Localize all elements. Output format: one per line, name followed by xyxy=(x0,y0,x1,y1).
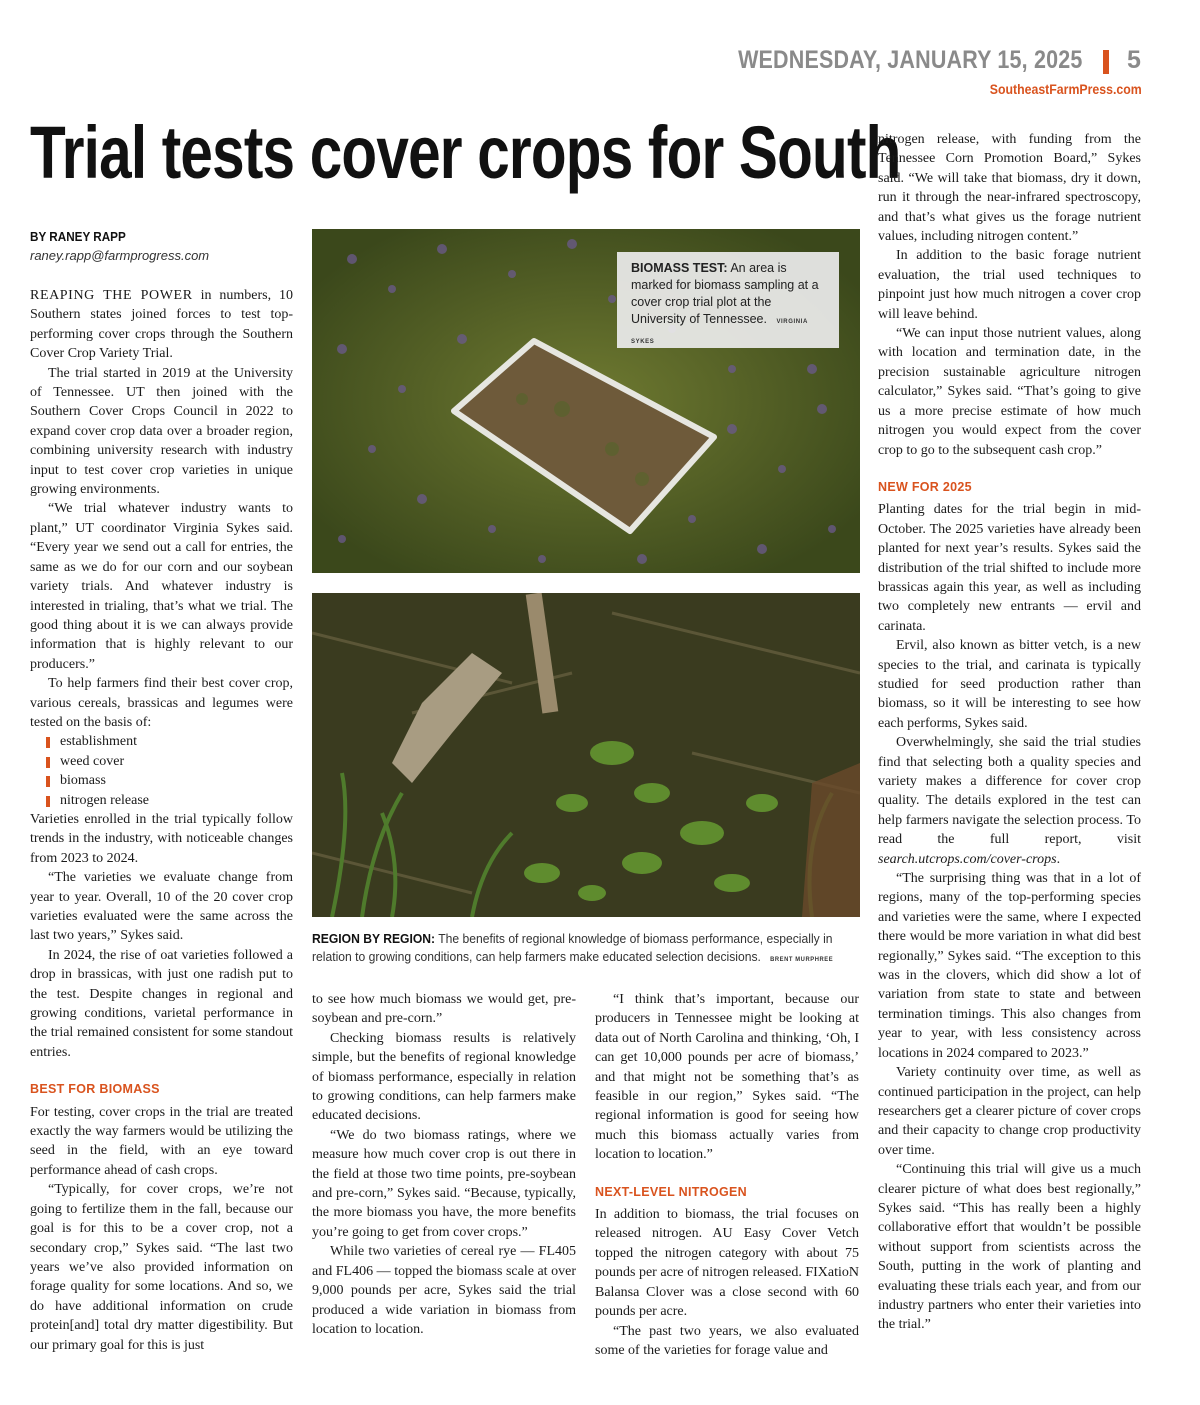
paragraph: In 2024, the rise of oat varieties followed a drop in brassicas, with just one radish put to the test. Despite changes in regional and growing conditions, varietal performance in the trial remained consistent for some standout entries. xyxy=(30,947,293,1060)
paragraph: “We do two biomass ratings, where we measure how much cover crop is out there in the field at those two time points, pre-soybean and pre-corn,” Sykes said. “Because, typically, the more biomass you have, the more benefits you’re going to get from cover crops.” xyxy=(312,1127,576,1240)
caption-text: The benefits of regional knowledge of biomass performance, especially in relation to growing conditions, can help farmers make educated selection decisions. xyxy=(312,932,833,964)
issue-date: WEDNESDAY, JANUARY 15, 2025 xyxy=(737,46,1082,74)
callout-title: BIOMASS TEST: xyxy=(631,261,728,275)
cover-crop-ground-illustration xyxy=(312,593,860,917)
report-link[interactable]: search.utcrops.com/cover-crops xyxy=(878,851,1057,867)
list-item-text: establishment xyxy=(60,734,137,750)
photo-callout-biomass-test xyxy=(617,252,839,348)
paragraph: to see how much biomass we would get, pre-soybean and pre-corn.” xyxy=(312,992,576,1027)
list-item xyxy=(46,771,293,790)
byline: BY RANEY RAPP xyxy=(30,229,126,244)
list-item-text: nitrogen release xyxy=(60,792,150,808)
page-number: 5 xyxy=(1127,46,1141,74)
article-column-3 xyxy=(595,990,859,1360)
site-name: SoutheastFarmPress.com xyxy=(989,81,1142,97)
paragraph: “The past two years, we also evaluated some of the varieties for forage value and xyxy=(595,1323,859,1358)
paragraph: While two varieties of cereal rye — FL405 and FL406 — topped the biomass scale at over 9,000 pounds per acre, Sykes said the trial produced a wide variation in biomass from location to location. xyxy=(312,1244,576,1337)
paragraph: The trial started in 2019 at the University of Tennessee. UT then joined with the Southern Cover Crops Council in 2022 to expand cover crop data over a broader region, combining university research with industry input to test cover crop varieties in unique growing environments. xyxy=(30,365,293,498)
list-item xyxy=(46,732,293,751)
paragraph: To help farmers find their best cover crop, various cereals, brassicas and legumes were tested on the basis of: xyxy=(30,676,293,730)
paragraph: Checking biomass results is relatively simple, but the benefits of regional knowledge of biomass performance, especially in relation to growing conditions, can help farmers make educated decisions. xyxy=(312,1030,576,1124)
article-column-1 xyxy=(30,286,293,1355)
list-item-text: biomass xyxy=(60,773,106,789)
paragraph: Varieties enrolled in the trial typically follow trends in the industry, with noticeable changes from 2023 to 2024. xyxy=(30,811,293,866)
paragraph: “We trial whatever industry wants to plant,” UT coordinator Virginia Sykes said. “Every year we send out a call for entries, the same as we do for our corn and our soybean variety trials. And whatever industry is interested in trialing, that’s what we trial. The good thing about it is we can always provide information that is highly relevant to our producers.” xyxy=(30,501,293,672)
bullet-marker xyxy=(46,757,50,768)
lead-paragraph xyxy=(30,286,293,364)
paragraph: For testing, cover crops in the trial are treated exactly the way farmers would be utilizing the seed in the field, with an eye toward performance ahead of cash crops. xyxy=(30,1104,293,1178)
list-item xyxy=(46,752,293,771)
headline: Trial tests cover crops for South xyxy=(30,111,901,194)
paragraph: “I think that’s important, because our producers in Tennessee might be looking at data out of North Carolina and thinking, ‘Oh, I can get 10,000 pounds per acre of biomass,’ and that might not be something that’s as feasible in our region,” Sykes said. “The regional information is good for seeing how much this biomass actually varies from location to location.” xyxy=(595,992,859,1163)
subhead-next-level-nitrogen: NEXT-LEVEL NITROGEN xyxy=(595,1184,748,1199)
caption-title: REGION BY REGION: xyxy=(312,932,436,946)
author-email: raney.rapp@farmprogress.com xyxy=(30,248,210,263)
list-item xyxy=(46,791,293,810)
photo-credit: VIRGINIA SYKES xyxy=(631,319,808,345)
paragraph: “The surprising thing was that in a lot of regions, many of the top-performing species and varieties were the same, where I expected there would be more variation in what did best regionally,” Sykes said. “The exception to this was in the clovers, which did show a lot of variation from state to state and between termination timings. This also changes from year to year, with less consistency across locations in 2024 compared to 2023.” xyxy=(878,871,1141,1061)
paragraph-text: Overwhelmingly, she said the trial studies find that selecting both a quality species and variety makes a difference for cover crop quality. The details explored in the test can help farmers navigate the selection process. To read the full report, visit xyxy=(878,735,1141,848)
cover-crop-ground-photo xyxy=(312,593,860,917)
paragraph: “Typically, for cover crops, we’re not going to fertilize them in the fall, because our goal is for this to be a cover crop, not a secondary crop,” Sykes said. “The last two years we’ve also provided information on forage quality for some locations. And so, we do have additional information on crude protein[and] total dry matter digestibility. But our primary goal for this is just xyxy=(30,1182,293,1353)
paragraph: nitrogen release, with funding from the Tennessee Corn Promotion Board,” Sykes said. “We will take that biomass, dry it down, run it through the near-infrared spectroscopy, and that’s what gives us the forage nutrient values, including nitrogen content.” xyxy=(878,132,1141,245)
paragraph: Ervil, also known as bitter vetch, is a new species to the trial, and carinata is typically studied for seed production rather than biomass, so it will be interesting to see how each performs, Sykes said. xyxy=(878,638,1141,731)
paragraph: “Continuing this trial will give us a much clearer picture of what does best regionally,” Sykes said. “This has really been a highly collaborative effort that wouldn’t be possible without support from scientists across the South, putting in the work of planting and evaluating these trials each year, and from our industry partners who enter their varieties into the trial.” xyxy=(878,1162,1141,1333)
paragraph: Overwhelmingly, she said the trial studies find that selecting both a quality species and variety makes a difference for cover crop quality. The details explored in the test can help farmers navigate the selection process. To read the full report, visit search.utcrops.com/cover-crops. xyxy=(878,735,1141,867)
paragraph: In addition to the basic forage nutrient evaluation, the trial used techniques to pinpoint just how much nitrogen a cover crop will leave behind. xyxy=(878,248,1141,322)
paragraph: In addition to biomass, the trial focuses on released nitrogen. AU Easy Cover Vetch topped the nitrogen category with about 75 pounds per acre of nitrogen released. FIXatioN Balansa Clover was a close second with 60 pounds per acre. xyxy=(595,1207,859,1320)
bullet-marker xyxy=(46,796,50,807)
article-column-2 xyxy=(312,990,576,1339)
subhead-best-for-biomass: BEST FOR BIOMASS xyxy=(30,1082,160,1097)
subhead-new-for-2025: NEW FOR 2025 xyxy=(878,479,972,494)
callout-text: An area is marked for biomass sampling at a cover crop trial plot at the University of Tennessee. xyxy=(631,261,819,326)
photo-credit: BRENT MURPHREE xyxy=(770,957,834,963)
lead-text: in numbers, 10 Southern states joined forces to test top-performing cover crops through the Southern Cover Crop Variety Trial. xyxy=(30,288,294,362)
photo-caption-region-by-region xyxy=(312,930,844,969)
criteria-list xyxy=(46,732,293,810)
lead-in-caps: REAPING THE POWER xyxy=(30,288,193,303)
article-column-4 xyxy=(878,130,1141,1335)
paragraph: “The varieties we evaluate change from year to year. Overall, 10 of the 20 cover crop varieties evaluated were the same across the last two years,” Sykes said. xyxy=(30,870,293,944)
paragraph: Planting dates for the trial begin in mid-October. The 2025 varieties have already been planted for next year’s results. Sykes said the distribution of the trial shifted to include more brassicas again this year, as well as including two completely new entrants — ervil and carinata. xyxy=(878,502,1141,634)
paragraph: “We can input those nutrient values, along with location and termination date, in the precision sustainable agriculture nitrogen calculator,” Sykes said. “That’s going to give us a more precise estimate of how much nitrogen you would expect from the cover crop to go to the subsequent cash crop.” xyxy=(878,326,1141,458)
bullet-marker xyxy=(46,776,50,787)
bullet-marker xyxy=(46,737,50,748)
paragraph: Variety continuity over time, as well as continued participation in the project, can help researchers get a clearer picture of cover crops and their capacity to change crop productivity over time. xyxy=(878,1065,1141,1158)
list-item-text: weed cover xyxy=(60,753,125,769)
masthead-divider xyxy=(1103,50,1109,74)
